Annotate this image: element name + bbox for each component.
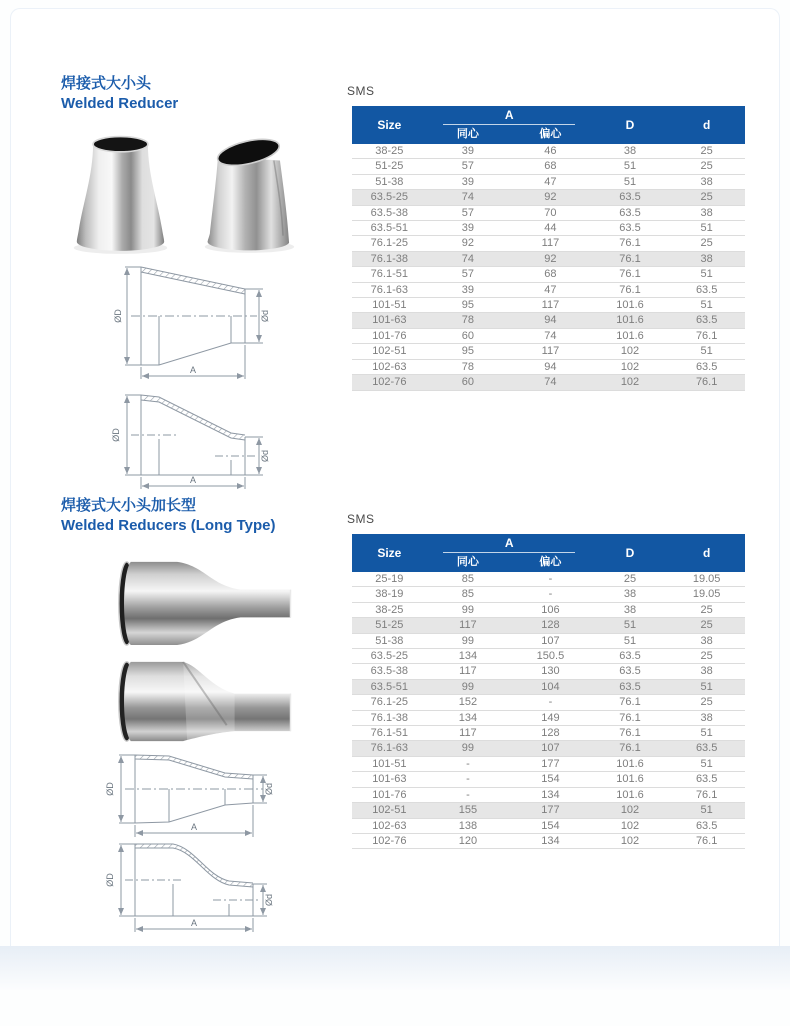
table-cell: 101-63 [352, 772, 427, 787]
table-cell: 154 [509, 818, 592, 833]
table-cell: 107 [509, 633, 592, 648]
table-cell: 107 [509, 741, 592, 756]
table-cell: 120 [427, 833, 510, 848]
table-row [352, 756, 745, 771]
table-cell: 102 [592, 375, 669, 390]
table-cell: 63.5 [668, 772, 745, 787]
table-cell: 47 [509, 282, 592, 297]
table-cell: 38 [668, 664, 745, 679]
dim-label-A: A [189, 365, 197, 375]
product-photo-long-concentric-reducer [95, 556, 300, 650]
table-cell: 38 [668, 251, 745, 266]
col-header-concentric: 同心 [427, 553, 510, 572]
table-cell: 51-38 [352, 174, 427, 189]
table-cell: 76.1-25 [352, 236, 427, 251]
table-cell: 177 [509, 756, 592, 771]
table-row [352, 251, 745, 266]
table-cell: 63.5 [668, 313, 745, 328]
spec-table-body [352, 144, 745, 390]
table-cell: 128 [509, 726, 592, 741]
dim-label-OD: ØD [111, 428, 121, 442]
table-row [352, 236, 745, 251]
table-cell: 63.5-25 [352, 649, 427, 664]
table-cell: 76.1 [668, 328, 745, 343]
table-row [352, 159, 745, 174]
table-row [352, 602, 745, 617]
table-row [352, 710, 745, 725]
col-header-size: Size [352, 534, 427, 572]
drawing-eccentric-reducer [95, 385, 290, 493]
table-cell: 101.6 [592, 298, 669, 313]
table-cell: 63.5-38 [352, 205, 427, 220]
col-header-eccentric: 偏心 [509, 553, 592, 572]
dim-label-A: A [189, 475, 197, 485]
dim-label-A: A [190, 822, 198, 832]
table-cell: 128 [509, 618, 592, 633]
table-row [352, 375, 745, 390]
section2-product-photos [95, 556, 305, 748]
table-cell: 101.6 [592, 787, 669, 802]
table-cell: 47 [509, 174, 592, 189]
table-row [352, 572, 745, 587]
table-cell: 19.05 [668, 587, 745, 602]
table-cell: 25 [668, 159, 745, 174]
dim-label-OD: ØD [105, 782, 115, 796]
table-cell: 51 [668, 756, 745, 771]
table-cell: 117 [427, 618, 510, 633]
table-cell: 101-63 [352, 313, 427, 328]
col-header-a: A [427, 106, 592, 125]
standard-label-sms-1: SMS [347, 84, 375, 98]
table-cell: 60 [427, 375, 510, 390]
table-cell: 51 [668, 344, 745, 359]
table-cell: 76.1 [592, 282, 669, 297]
table-row [352, 359, 745, 374]
table-cell: 94 [509, 313, 592, 328]
table-cell: 39 [427, 221, 510, 236]
table-cell: 63.5-51 [352, 679, 427, 694]
table-cell: 51 [592, 159, 669, 174]
table-cell: 63.5-51 [352, 221, 427, 236]
section1-title-en: Welded Reducer [61, 95, 179, 112]
table-cell: 92 [427, 236, 510, 251]
table-cell: 78 [427, 313, 510, 328]
spec-table-body [352, 572, 745, 849]
table-cell: 101.6 [592, 328, 669, 343]
table-cell: 51 [668, 726, 745, 741]
table-cell: 102-51 [352, 803, 427, 818]
table-cell: 102-51 [352, 344, 427, 359]
dim-label-OD: ØD [105, 873, 115, 887]
dim-label-Od: Ød [260, 309, 270, 323]
table-cell: 51 [592, 618, 669, 633]
table-cell: - [427, 772, 510, 787]
section2-title-block [55, 493, 323, 539]
table-cell: 25 [592, 572, 669, 587]
table-cell: 38 [668, 633, 745, 648]
table-cell: 99 [427, 633, 510, 648]
table-cell: 68 [509, 159, 592, 174]
standard-label-sms-2: SMS [347, 512, 375, 526]
table-cell: 51-25 [352, 159, 427, 174]
table-cell: 134 [509, 787, 592, 802]
table-row [352, 144, 745, 159]
table-cell: 25 [668, 144, 745, 159]
dim-label-Od: Ød [264, 782, 274, 796]
table-cell: 102 [592, 359, 669, 374]
table-row [352, 664, 745, 679]
table-row [352, 618, 745, 633]
section1-product-photos [60, 130, 312, 260]
table-cell: 57 [427, 267, 510, 282]
section1-title-block [55, 71, 323, 117]
table-cell: 76.1 [668, 787, 745, 802]
table-cell: 74 [427, 251, 510, 266]
table-cell: 51 [592, 633, 669, 648]
table-cell: 95 [427, 298, 510, 313]
table-cell: 63.5 [592, 205, 669, 220]
table-cell: 51 [668, 267, 745, 282]
col-header-a: A [427, 534, 592, 553]
table-cell: 76.1 [592, 695, 669, 710]
table-cell: 150.5 [509, 649, 592, 664]
product-photo-long-eccentric-reducer [95, 654, 300, 748]
table-cell: 95 [427, 344, 510, 359]
table-cell: 74 [427, 190, 510, 205]
table-cell: 117 [509, 236, 592, 251]
table-cell: 63.5-38 [352, 664, 427, 679]
table-cell: 38-25 [352, 602, 427, 617]
table-cell: 38 [668, 205, 745, 220]
table-row [352, 803, 745, 818]
table-cell: 102-76 [352, 375, 427, 390]
table-row [352, 174, 745, 189]
table-cell: 101-51 [352, 756, 427, 771]
table-cell: 39 [427, 282, 510, 297]
table-row [352, 741, 745, 756]
page-bottom-gradient [0, 946, 790, 990]
table-cell: 63.5-25 [352, 190, 427, 205]
col-header-D: D [592, 106, 669, 144]
table-cell: 117 [509, 344, 592, 359]
table-cell: 46 [509, 144, 592, 159]
table-cell: 102 [592, 803, 669, 818]
table-row [352, 726, 745, 741]
table-row [352, 328, 745, 343]
table-row [352, 298, 745, 313]
table-cell: 63.5 [592, 649, 669, 664]
table-cell: 102 [592, 818, 669, 833]
table-cell: 38-19 [352, 587, 427, 602]
dim-label-Od: Ød [264, 893, 274, 907]
table-cell: 138 [427, 818, 510, 833]
table-cell: 63.5 [668, 282, 745, 297]
table-cell: 57 [427, 159, 510, 174]
table-row [352, 344, 745, 359]
table-cell: - [509, 695, 592, 710]
table-cell: 63.5 [668, 818, 745, 833]
table-cell: 25 [668, 618, 745, 633]
table-cell: 19.05 [668, 572, 745, 587]
table-cell: 76.1 [668, 833, 745, 848]
table-cell: 76.1 [668, 375, 745, 390]
table-row [352, 833, 745, 848]
table-cell: 74 [509, 328, 592, 343]
table-cell: 25 [668, 695, 745, 710]
table-cell: 76.1 [592, 741, 669, 756]
table-cell: 68 [509, 267, 592, 282]
table-cell: 76.1-51 [352, 267, 427, 282]
table-cell: 57 [427, 205, 510, 220]
table-cell: 25 [668, 190, 745, 205]
table-cell: 85 [427, 587, 510, 602]
table-cell: 101-76 [352, 328, 427, 343]
table-row [352, 695, 745, 710]
table-cell: 44 [509, 221, 592, 236]
table-cell: 38-25 [352, 144, 427, 159]
table-cell: - [427, 756, 510, 771]
table-cell: 134 [509, 833, 592, 848]
table-cell: 101.6 [592, 313, 669, 328]
table-cell: 76.1 [592, 251, 669, 266]
table-row [352, 267, 745, 282]
table-cell: 63.5 [592, 664, 669, 679]
table-cell: 134 [427, 649, 510, 664]
table-row [352, 190, 745, 205]
table-cell: 51 [668, 803, 745, 818]
table-cell: 117 [427, 664, 510, 679]
table-cell: 76.1 [592, 710, 669, 725]
drawing-concentric-reducer [95, 255, 290, 383]
table-cell: 38 [668, 710, 745, 725]
table-cell: 177 [509, 803, 592, 818]
dim-label-OD: ØD [113, 309, 123, 323]
table-cell: 63.5 [592, 679, 669, 694]
table-cell: 63.5 [668, 741, 745, 756]
table-cell: 51-25 [352, 618, 427, 633]
product-photo-concentric-reducer [60, 130, 182, 260]
table-cell: 76.1-51 [352, 726, 427, 741]
col-header-D: D [592, 534, 669, 572]
table-cell: 76.1-63 [352, 282, 427, 297]
col-header-eccentric: 偏心 [509, 125, 592, 144]
table-cell: 76.1 [592, 236, 669, 251]
table-row [352, 587, 745, 602]
table-cell: 134 [427, 710, 510, 725]
table-cell: - [509, 587, 592, 602]
dim-label-A: A [190, 918, 198, 928]
table-cell: 51 [592, 174, 669, 189]
table-cell: 99 [427, 679, 510, 694]
table-cell: - [509, 572, 592, 587]
table-cell: 25 [668, 236, 745, 251]
col-header-d: d [668, 106, 745, 144]
section1-title-zh: 焊接式大小头 [61, 75, 152, 92]
table-cell: 130 [509, 664, 592, 679]
table-cell: 51 [668, 298, 745, 313]
table-cell: 101.6 [592, 756, 669, 771]
table-row [352, 818, 745, 833]
table-cell: 51 [668, 221, 745, 236]
table-cell: 76.1-25 [352, 695, 427, 710]
table-cell: 99 [427, 602, 510, 617]
table-row [352, 633, 745, 648]
table-cell: 106 [509, 602, 592, 617]
table-cell: 38 [592, 587, 669, 602]
table-cell: 154 [509, 772, 592, 787]
table-cell: 76.1 [592, 267, 669, 282]
table-cell: 85 [427, 572, 510, 587]
table-row [352, 772, 745, 787]
table-cell: 101-76 [352, 787, 427, 802]
table-cell: 117 [509, 298, 592, 313]
table-cell: 63.5 [668, 359, 745, 374]
table-cell: 63.5 [592, 190, 669, 205]
table-cell: 76.1-63 [352, 741, 427, 756]
table-cell: 102-63 [352, 818, 427, 833]
table-row [352, 679, 745, 694]
table-cell: 102 [592, 833, 669, 848]
table-row [352, 313, 745, 328]
table-cell: 51 [668, 679, 745, 694]
table-row [352, 649, 745, 664]
spec-table-welded-reducer [352, 106, 745, 391]
table-row [352, 205, 745, 220]
table-cell: 76.1-38 [352, 251, 427, 266]
table-row [352, 221, 745, 236]
table-cell: 102-76 [352, 833, 427, 848]
table-cell: 101-51 [352, 298, 427, 313]
table-cell: 152 [427, 695, 510, 710]
section2-title-en: Welded Reducers (Long Type) [61, 517, 276, 534]
table-cell: 70 [509, 205, 592, 220]
table-cell: 38 [668, 174, 745, 189]
col-header-d: d [668, 534, 745, 572]
table-cell: 38 [592, 144, 669, 159]
table-cell: 104 [509, 679, 592, 694]
spec-table-welded-reducer-long-type [352, 534, 745, 849]
table-cell: 76.1-38 [352, 710, 427, 725]
table-row [352, 787, 745, 802]
table-cell: 25-19 [352, 572, 427, 587]
table-cell: 92 [509, 251, 592, 266]
col-header-size: Size [352, 106, 427, 144]
table-cell: 99 [427, 741, 510, 756]
table-cell: - [427, 787, 510, 802]
table-cell: 102-63 [352, 359, 427, 374]
dim-label-Od: Ød [260, 449, 270, 463]
table-cell: 25 [668, 602, 745, 617]
table-cell: 74 [509, 375, 592, 390]
table-row [352, 282, 745, 297]
table-cell: 94 [509, 359, 592, 374]
table-cell: 155 [427, 803, 510, 818]
table-cell: 39 [427, 174, 510, 189]
table-cell: 149 [509, 710, 592, 725]
table-cell: 39 [427, 144, 510, 159]
table-cell: 78 [427, 359, 510, 374]
table-cell: 102 [592, 344, 669, 359]
section2-title-zh: 焊接式大小头加长型 [61, 497, 197, 514]
table-cell: 92 [509, 190, 592, 205]
drawing-long-eccentric-reducer [95, 836, 290, 938]
product-photo-eccentric-reducer [190, 130, 312, 260]
table-cell: 38 [592, 602, 669, 617]
drawing-long-concentric-reducer [95, 747, 290, 839]
col-header-concentric: 同心 [427, 125, 510, 144]
table-cell: 51-38 [352, 633, 427, 648]
table-cell: 60 [427, 328, 510, 343]
table-cell: 25 [668, 649, 745, 664]
table-cell: 117 [427, 726, 510, 741]
table-cell: 101.6 [592, 772, 669, 787]
table-cell: 63.5 [592, 221, 669, 236]
table-cell: 76.1 [592, 726, 669, 741]
